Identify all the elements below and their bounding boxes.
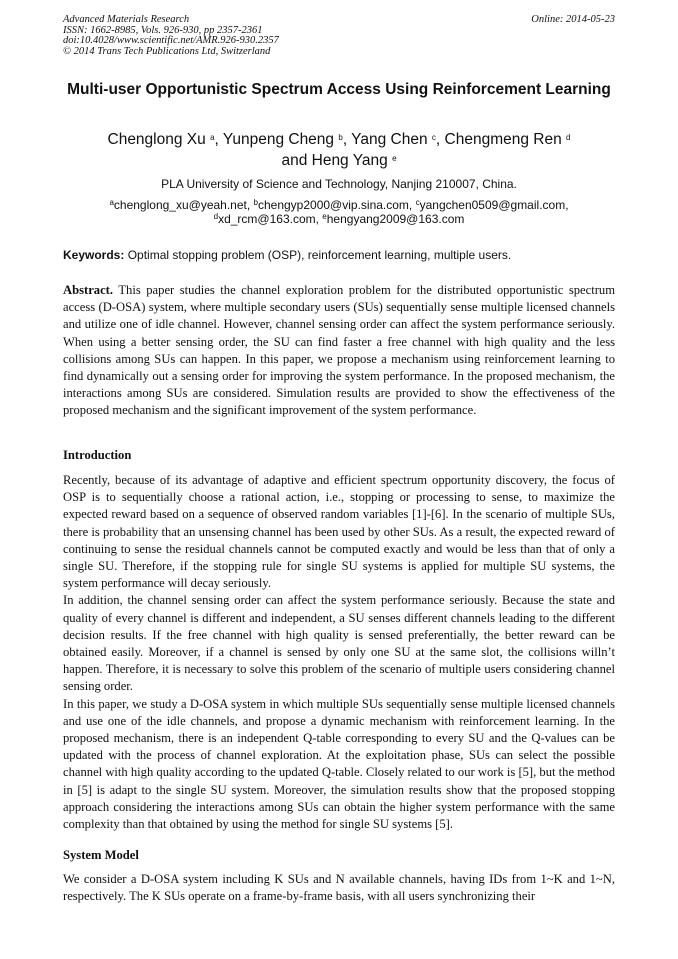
author-mark: b — [338, 133, 343, 142]
author-name: Chengmeng Ren — [444, 131, 562, 148]
online-date: Online: 2014-05-23 — [531, 14, 615, 25]
abstract-label: Abstract. — [63, 283, 114, 297]
paragraph: In this paper, we study a D-OSA system in which multiple SUs sequentially sense multiple licensed channels and use one of the idle channels, and propose a dynamic mechanism with reinforcement learning. In the proposed mechanism, there is an independent Q-table corresponding to every SU and the Q-values can be updated with the process of channel exploration. At the exploitation phase, SUs can select the possible channel with high quality according to the updated Q-table. Closely related to our work is [5], but the method in [5] is adapt to the single SU system. Moreover, the simulation results show that the proposed stopping approach considering the interactions among SUs can obtain the higher system performance with the same complexity than that obtained by using the method for single SU systems [5]. — [63, 696, 615, 832]
author-name: Heng Yang — [311, 151, 388, 169]
copyright-line: © 2014 Trans Tech Publications Ltd, Switzerland — [63, 45, 271, 57]
paragraph: Recently, because of its advantage of adaptive and efficient spectrum opportunity discovery, the focus of OSP is to sequentially choose a rational action, i.e., stopping or processing to sense, to maximize the expected reward based on a sequence of observed random variables [1]-[6]. In the scenario of multiple SUs, there is probability that an unsensing channel has been used by other SUs. As a result, the expected reward of continuing to sense the residual channels cannot be computed exactly and would be less than that of only a single SU. Therefore, if the stopping rule for single SU systems is applied for multiple SU systems, the system performance will decay seriously. — [63, 473, 615, 591]
keywords — [63, 248, 615, 262]
email-address[interactable]: xd_rcm@163.com — [218, 212, 316, 226]
journal-name: Advanced Materials Research — [63, 14, 190, 25]
paper-title: Multi-user Opportunistic Spectrum Access Using Reinforcement Learning — [67, 81, 611, 98]
abstract — [63, 282, 615, 420]
email-list: $^a$chenglong_xu@yeah.net, $^b$chengyp2000@vip.sina.com, $^c$yangchen0509@gmail.com, $^d$xd_rcm@163.com, $^e$hengyang2009@163.com — [109, 198, 569, 226]
keywords-label: Keywords: — [63, 248, 125, 262]
email-mark: e — [322, 212, 327, 221]
author-list: Chenglong Xu $^a$, Yunpeng Cheng $^b$, Yang Chen $^c$, Chengmeng Ren $^d$ and Heng Yang $^e$ — [107, 131, 571, 169]
page-header — [63, 15, 615, 57]
author-mark: a — [210, 133, 215, 142]
email-mark: c — [415, 198, 420, 207]
system-model-heading: System Model — [63, 848, 139, 862]
author-mark: d — [566, 133, 571, 142]
author-mark: e — [392, 153, 397, 163]
issn-line: ISSN: 1662-8985, Vols. 926-930, pp 2357-2361 — [63, 24, 263, 36]
system-model-text: We consider a D-OSA system including K SUs and N available channels, having IDs from 1~K and 1~N, respectively. The K SUs operate on a frame-by-frame basis, with all users synchronizing their — [63, 872, 615, 904]
author-mark: c — [431, 133, 436, 142]
email-address[interactable]: yangchen0509@gmail.com — [419, 198, 566, 212]
paragraph: In addition, the channel sensing order can affect the system performance seriously. Because the state and quality of every channel is different and independent, a SU senses different channels leading to the different decision results. If the free channel with high quality is sensed preferentially, the better reward can be obtained easily. Moreover, if a channel is sensed by only one SU at the same slot, the collisions willn’t happen. Therefore, it is necessary to solve this problem of the scenario of multiple users considering channel sensing order. — [63, 593, 615, 694]
email-mark: b — [253, 198, 258, 207]
author-name: Yang Chen — [351, 131, 428, 148]
abstract-text: This paper studies the channel exploration problem for the distributed opportunistic spectrum access (D-OSA) system, where multiple secondary users (SUs) sequentially sense multiple licensed channels and utilize one of idle channel. However, channel sensing order can affect the system performance seriously. When using a better sensing order, the SU can find faster a free channel with high quality and the less collisions among SUs can happen. In this paper, we propose a mechanism using reinforcement learning to find dynamically out a sensing order for improving the system performance. In the proposed mechanism, the interactions among SUs are considered. Simulation results are provided to show the effectiveness of the proposed mechanism and the significant improvement of the system performance. — [63, 283, 615, 418]
email-address[interactable]: chenglong_xu@yeah.net — [113, 198, 247, 212]
email-mark: d — [213, 212, 219, 221]
affiliation: PLA University of Science and Technology, Nanjing 210007, China. — [161, 177, 517, 191]
email-mark: a — [109, 198, 114, 207]
email-address[interactable]: hengyang2009@163.com — [326, 212, 465, 226]
introduction-heading: Introduction — [63, 448, 132, 462]
doi-line: doi:10.4028/www.scientific.net/AMR.926-930.2357 — [63, 35, 279, 47]
author-name: Yunpeng Cheng — [222, 131, 335, 148]
introduction-body — [63, 472, 615, 833]
keywords-text: Optimal stopping problem (OSP), reinforcement learning, multiple users. — [127, 248, 512, 262]
author-name: Chenglong Xu — [107, 131, 206, 148]
email-address[interactable]: chengyp2000@vip.sina.com — [257, 198, 409, 212]
